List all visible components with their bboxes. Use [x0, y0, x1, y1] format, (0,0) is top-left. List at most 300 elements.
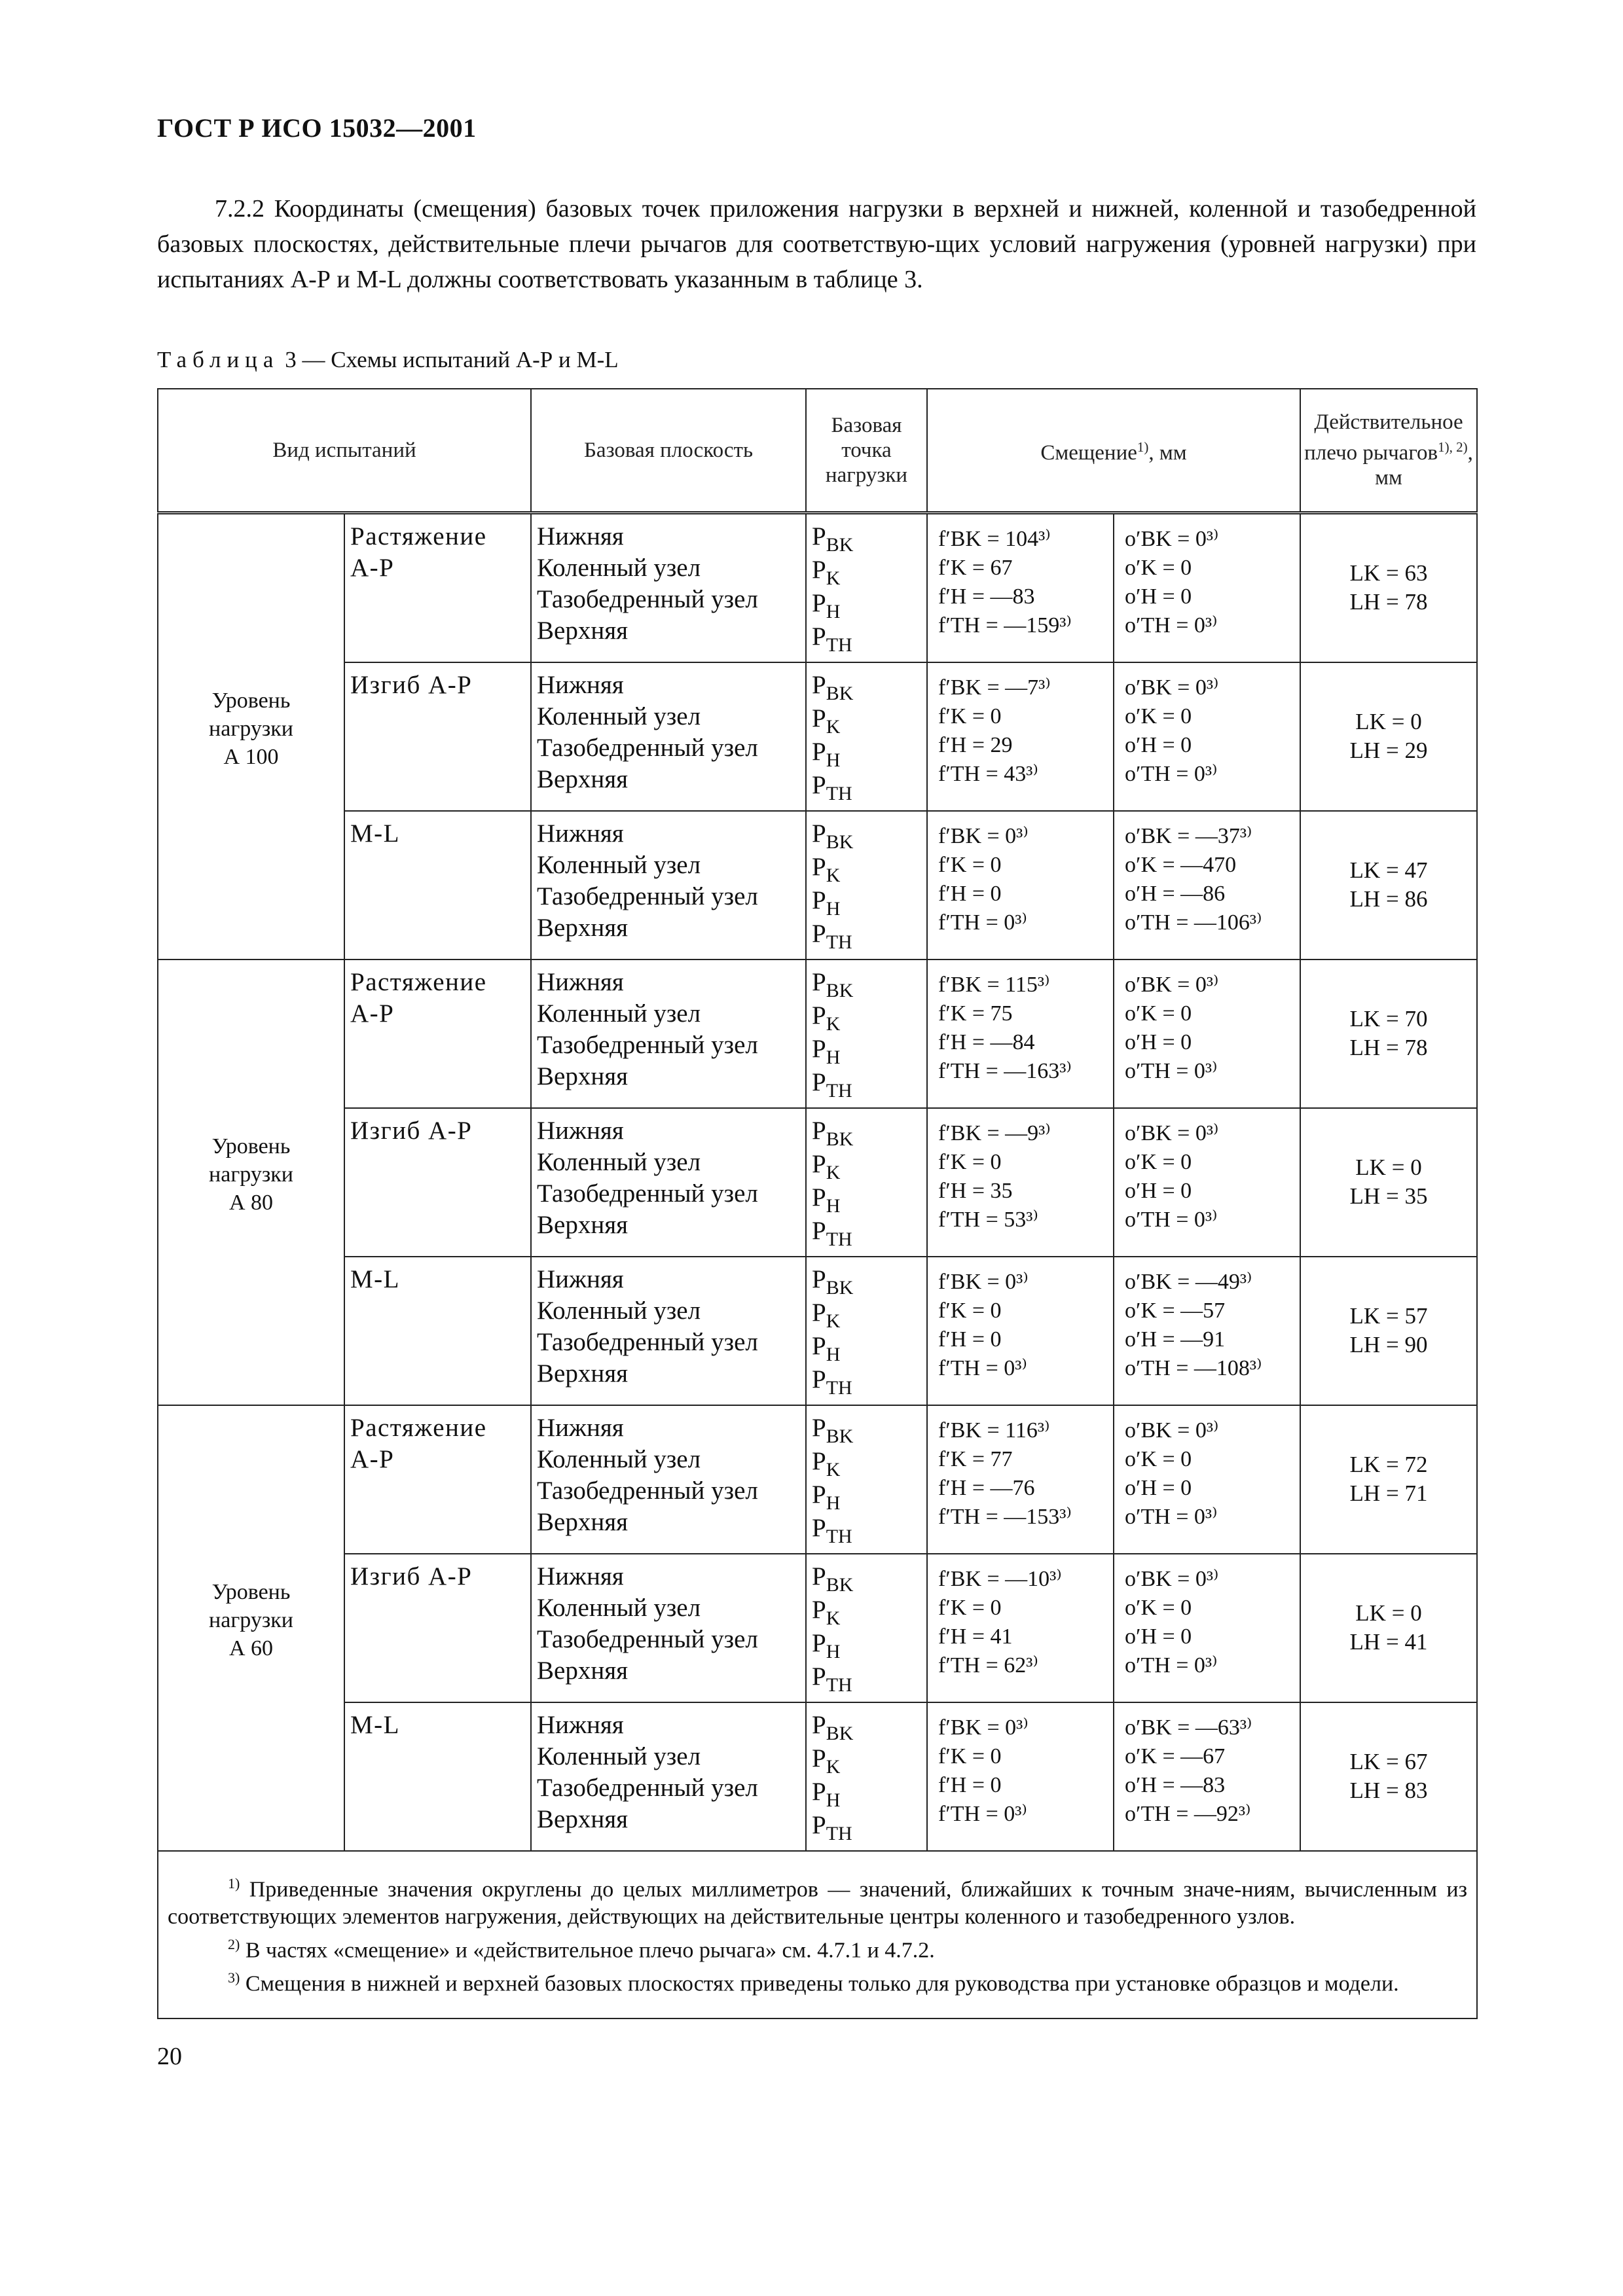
load-level-label: нагрузки [209, 1162, 293, 1187]
load-point [812, 918, 926, 952]
offset-f-value: f′H = 35 [938, 1178, 1013, 1203]
test-row [158, 1257, 1477, 1405]
base-plane-label: Нижняя [537, 1116, 624, 1145]
base-plane-label: Нижняя [537, 967, 624, 996]
load-point [812, 521, 926, 554]
offset-f-value: f′H = —76 [938, 1475, 1035, 1500]
load-level-label: А 80 [228, 1190, 274, 1215]
load-level-cell [158, 960, 344, 1405]
test-row [158, 1702, 1477, 1851]
offset-o-value: o′TH = 0³⁾ [1125, 761, 1218, 786]
offset-o-value: o′H = 0 [1125, 1475, 1192, 1500]
offset-o-value: o′TH = 0³⁾ [1125, 613, 1218, 637]
base-plane-label: Тазобедренный узел [537, 1624, 758, 1653]
page-number: 20 [157, 2043, 182, 2070]
test-type-label: Растяжение [350, 967, 487, 996]
footnote-mark: 1) [228, 1874, 240, 1892]
offset-o-value: o′K = 0 [1125, 1595, 1192, 1620]
load-point-subscript: TH [826, 1228, 852, 1250]
load-point-symbol: P [812, 1413, 826, 1442]
load-level-cell [158, 512, 344, 960]
base-plane-label: Коленный узел [537, 999, 701, 1028]
load-point-subscript: H [826, 1046, 841, 1068]
offset-o-value: o′K = 0 [1125, 1001, 1192, 1026]
load-point [812, 1561, 926, 1594]
offset-f-value: f′K = 0 [938, 704, 1002, 728]
load-point-subscript: H [826, 1789, 841, 1811]
load-point-subscript: K [826, 715, 841, 738]
offset-f-value: f′BK = 115³⁾ [938, 972, 1050, 997]
offset-f-cell [927, 512, 1114, 662]
load-point [812, 1364, 926, 1397]
test-row [158, 1554, 1477, 1702]
load-point [812, 1412, 926, 1446]
load-point-subscript: BK [826, 682, 854, 704]
base-plane-label: Нижняя [537, 819, 624, 848]
lever-arm-hip: LH = 29 [1349, 738, 1428, 764]
base-plane-label: Коленный узел [537, 553, 701, 582]
footnote-3 [168, 1964, 1467, 1998]
load-point-symbol: P [812, 1265, 826, 1293]
lever-arm-cell [1300, 1405, 1477, 1554]
load-point-symbol: P [812, 1298, 826, 1327]
offset-o-value: o′K = 0 [1125, 1149, 1192, 1174]
offset-f-value: f′BK = 0³⁾ [938, 1715, 1029, 1740]
offset-o-value: o′BK = 0³⁾ [1125, 972, 1219, 997]
offset-f-value: f′K = 0 [938, 1149, 1002, 1174]
offset-o-value: o′TH = —106³⁾ [1125, 910, 1262, 935]
offset-f-value: f′BK = —10³⁾ [938, 1566, 1062, 1591]
lever-arm-knee: LK = 72 [1349, 1452, 1428, 1478]
load-point-subscript: BK [826, 1722, 854, 1744]
load-point [812, 1264, 926, 1297]
table-caption-label: Таблица [157, 347, 280, 372]
load-point-symbol: P [812, 919, 826, 948]
offset-o-value: o′H = 0 [1125, 1624, 1192, 1649]
load-point-subscript: K [826, 1161, 841, 1183]
offset-f-value: f′TH = 43³⁾ [938, 761, 1038, 786]
base-plane-cell [531, 1257, 806, 1405]
load-point-cell [806, 1108, 927, 1257]
offset-o-value: o′K = 0 [1125, 555, 1192, 580]
load-point-subscript: H [826, 749, 841, 771]
test-type-cell [344, 1108, 531, 1257]
load-point-subscript: TH [826, 1079, 852, 1102]
offset-f-value: f′H = 0 [938, 881, 1002, 906]
load-point [812, 1297, 926, 1331]
offset-f-value: f′BK = —9³⁾ [938, 1121, 1051, 1145]
load-level-label: Уровень [211, 1134, 291, 1158]
test-row [158, 512, 1477, 662]
load-point [812, 670, 926, 703]
lever-arm-cell [1300, 811, 1477, 960]
offset-o-value: o′H = 0 [1125, 732, 1192, 757]
lever-arm-knee: LK = 0 [1355, 1155, 1422, 1181]
load-point [812, 967, 926, 1000]
load-point [812, 1594, 926, 1628]
load-level-label: Уровень [211, 1579, 291, 1604]
offset-o-cell [1114, 1257, 1300, 1405]
load-point-symbol: P [812, 1710, 826, 1739]
load-point-subscript: TH [826, 931, 852, 953]
base-plane-label: Коленный узел [537, 1742, 701, 1770]
load-point-symbol: P [812, 1810, 826, 1839]
offset-o-value: o′BK = —49³⁾ [1125, 1269, 1252, 1294]
load-point-subscript: BK [826, 1128, 854, 1150]
lever-arm-cell [1300, 662, 1477, 811]
load-point [812, 1743, 926, 1776]
load-point-symbol: P [812, 555, 826, 584]
base-plane-label: Верхняя [537, 1656, 629, 1685]
schemes-table [157, 388, 1478, 2019]
base-plane-cell [531, 1108, 806, 1257]
load-point-subscript: H [826, 1640, 841, 1662]
load-point-subscript: TH [826, 1674, 852, 1696]
load-point-cell [806, 1405, 927, 1554]
load-point [812, 1628, 926, 1661]
load-point-subscript: H [826, 1343, 841, 1365]
lever-arm-knee: LK = 67 [1349, 1749, 1428, 1775]
offset-f-cell [927, 1108, 1114, 1257]
load-point-symbol: P [812, 1183, 826, 1211]
lever-arm-knee: LK = 0 [1355, 709, 1422, 735]
load-point-subscript: K [826, 567, 841, 589]
offset-f-value: f′BK = 0³⁾ [938, 823, 1029, 848]
load-point-cell [806, 1257, 927, 1405]
offset-f-value: f′H = 0 [938, 1327, 1002, 1352]
test-row [158, 811, 1477, 960]
load-point-symbol: P [812, 886, 826, 914]
load-point-symbol: P [812, 1562, 826, 1590]
base-plane-label: Тазобедренный узел [537, 733, 758, 762]
base-plane-cell [531, 662, 806, 811]
load-point [812, 703, 926, 736]
offset-o-value: o′K = —470 [1125, 852, 1237, 877]
load-point-subscript: H [826, 1492, 841, 1514]
base-plane-label: Верхняя [537, 1507, 629, 1536]
base-plane-label: Верхняя [537, 913, 629, 942]
header-offset-sup: 1) [1137, 439, 1149, 456]
lever-arm-hip: LH = 71 [1349, 1480, 1428, 1507]
load-point [812, 554, 926, 588]
lever-arm-hip: LH = 41 [1349, 1629, 1428, 1655]
offset-o-value: o′H = 0 [1125, 584, 1192, 609]
test-type-cell [344, 1405, 531, 1554]
load-point [812, 1331, 926, 1364]
lever-arm-hip: LH = 78 [1349, 1035, 1428, 1061]
offset-o-cell [1114, 512, 1300, 662]
offset-o-value: o′TH = —92³⁾ [1125, 1801, 1251, 1826]
offset-f-value: f′H = 41 [938, 1624, 1013, 1649]
load-point [812, 1661, 926, 1695]
base-plane-label: Коленный узел [537, 1296, 701, 1325]
offset-o-cell [1114, 1702, 1300, 1851]
footnote-text: В частях «смещение» и «действительное плечо рычага» см. 4.7.1 и 4.7.2. [245, 1938, 935, 1963]
offset-o-value: o′TH = —108³⁾ [1125, 1355, 1262, 1380]
lever-arm-cell [1300, 1257, 1477, 1405]
load-point [812, 1776, 926, 1810]
load-point-subscript: BK [826, 1276, 854, 1299]
test-type-cell [344, 1702, 531, 1851]
lever-arm-cell [1300, 1702, 1477, 1851]
offset-f-cell [927, 960, 1114, 1108]
load-point [812, 588, 926, 621]
offset-f-value: f′K = 0 [938, 1744, 1002, 1768]
load-point [812, 852, 926, 885]
base-plane-label: Нижняя [537, 1413, 624, 1442]
test-type-label: Изгиб А-Р [350, 670, 473, 699]
offset-f-value: f′BK = 0³⁾ [938, 1269, 1029, 1294]
load-point-symbol: P [812, 1662, 826, 1691]
test-row [158, 662, 1477, 811]
base-plane-label: Тазобедренный узел [537, 1327, 758, 1356]
offset-o-value: o′BK = 0³⁾ [1125, 1418, 1219, 1443]
header-lever [1300, 389, 1477, 512]
footnote-mark: 2) [228, 1935, 240, 1952]
offset-o-value: o′K = —57 [1125, 1298, 1226, 1323]
offset-f-value: f′BK = 104³⁾ [938, 526, 1051, 551]
load-point-subscript: K [826, 1013, 841, 1035]
header-offset-unit: , мм [1148, 441, 1187, 465]
offset-f-value: f′TH = 62³⁾ [938, 1653, 1038, 1677]
load-point-subscript: H [826, 600, 841, 622]
offset-f-value: f′H = —84 [938, 1030, 1035, 1054]
test-type-label: M-L [350, 819, 400, 848]
load-point-symbol: P [812, 622, 826, 651]
offset-f-cell [927, 1554, 1114, 1702]
test-type-cell [344, 662, 531, 811]
load-point-subscript: TH [826, 634, 852, 656]
offset-o-cell [1114, 1405, 1300, 1554]
load-point-subscript: K [826, 1458, 841, 1480]
lever-arm-cell [1300, 960, 1477, 1108]
load-point [812, 770, 926, 803]
base-plane-cell [531, 1702, 806, 1851]
load-point-symbol: P [812, 1067, 826, 1096]
load-level-label: Уровень [211, 688, 291, 713]
header-lever-label: Действительное плечо рычагов [1304, 410, 1463, 465]
load-point [812, 1182, 926, 1215]
load-point [812, 1446, 926, 1479]
offset-o-value: o′BK = 0³⁾ [1125, 1566, 1219, 1591]
load-point [812, 885, 926, 918]
load-point-symbol: P [812, 670, 826, 699]
offset-f-value: f′K = 67 [938, 555, 1013, 580]
lever-arm-hip: LH = 35 [1349, 1183, 1428, 1210]
offset-o-cell [1114, 662, 1300, 811]
offset-o-value: o′H = —86 [1125, 881, 1226, 906]
load-point-subscript: K [826, 1310, 841, 1332]
offset-o-value: o′K = 0 [1125, 704, 1192, 728]
lever-arm-knee: LK = 47 [1349, 857, 1428, 884]
load-point-cell [806, 1554, 927, 1702]
lever-arm-hip: LH = 86 [1349, 886, 1428, 912]
base-plane-cell [531, 960, 806, 1108]
base-plane-label: Тазобедренный узел [537, 1476, 758, 1505]
base-plane-label: Коленный узел [537, 1147, 701, 1176]
base-plane-cell [531, 811, 806, 960]
load-point-cell [806, 512, 927, 662]
offset-o-value: o′H = —91 [1125, 1327, 1226, 1352]
load-point-symbol: P [812, 1216, 826, 1245]
table-caption-title: 3 — Схемы испытаний А-Р и M-L [285, 347, 619, 372]
load-point-subscript: BK [826, 533, 854, 556]
base-plane-label: Нижняя [537, 1265, 624, 1293]
load-point-subscript: K [826, 1755, 841, 1778]
base-plane-label: Нижняя [537, 1710, 624, 1739]
load-point-cell [806, 1702, 927, 1851]
lever-arm-knee: LK = 63 [1349, 560, 1428, 586]
offset-o-value: o′BK = —63³⁾ [1125, 1715, 1252, 1740]
test-type-label: Изгиб А-Р [350, 1116, 473, 1145]
offset-f-value: f′TH = —163³⁾ [938, 1058, 1072, 1083]
header-test-type: Вид испытаний [158, 389, 531, 512]
base-plane-cell [531, 1554, 806, 1702]
load-point-symbol: P [812, 588, 826, 617]
load-point-symbol: P [812, 770, 826, 799]
offset-o-cell [1114, 1554, 1300, 1702]
load-point [812, 1067, 926, 1100]
load-point-symbol: P [812, 1116, 826, 1145]
lever-arm-hip: LH = 90 [1349, 1332, 1428, 1358]
load-point-symbol: P [812, 1365, 826, 1393]
test-type-label: M-L [350, 1710, 400, 1739]
offset-o-cell [1114, 1108, 1300, 1257]
base-plane-label: Нижняя [537, 522, 624, 550]
offset-o-value: o′K = 0 [1125, 1446, 1192, 1471]
base-plane-label: Верхняя [537, 1210, 629, 1239]
load-point-subscript: TH [826, 1822, 852, 1844]
footnote-text: Смещения в нижней и верхней базовых плоскостях приведены только для руководства при установке образцов и модели. [245, 1971, 1399, 1996]
intro-paragraph: 7.2.2 Координаты (смещения) базовых точек приложения нагрузки в верхней и нижней, коленной и тазобедренной базовых плоскостях, действительные плечи рычагов для соответствую-щих условий нагружения (уровней нагрузки) при испытаниях А-Р и M-L должны соответствовать указанным в таблице 3. [157, 195, 1476, 293]
test-type-label: Растяжение [350, 1413, 487, 1442]
offset-o-value: o′BK = —37³⁾ [1125, 823, 1252, 848]
base-plane-label: Коленный узел [537, 850, 701, 879]
offset-f-cell [927, 662, 1114, 811]
offset-f-value: f′K = 77 [938, 1446, 1013, 1471]
offset-f-value: f′K = 75 [938, 1001, 1013, 1026]
base-plane-label: Верхняя [537, 764, 629, 793]
load-point [812, 1115, 926, 1149]
header-offset [927, 389, 1300, 512]
offset-f-value: f′TH = 53³⁾ [938, 1207, 1038, 1232]
offset-f-value: f′TH = 0³⁾ [938, 910, 1027, 935]
header-lever-unit: , мм [1375, 441, 1473, 490]
footnote-text: Приведенные значения округлены до целых миллиметров — значений, ближайших к точным значе-ниям, вычисленным из соответствующих элементов нагружения, действующих на действительные центры коленного и тазобедренного узлов. [168, 1876, 1467, 1929]
load-point-cell [806, 960, 927, 1108]
base-plane-cell [531, 512, 806, 662]
test-type-cell [344, 512, 531, 662]
load-point-symbol: P [812, 1513, 826, 1542]
load-point-subscript: BK [826, 831, 854, 853]
offset-o-cell [1114, 960, 1300, 1108]
lever-arm-cell [1300, 1554, 1477, 1702]
load-point-symbol: P [812, 1744, 826, 1772]
load-point-symbol: P [812, 1446, 826, 1475]
offset-f-value: f′H = 29 [938, 732, 1013, 757]
load-point-cell [806, 811, 927, 960]
table-body [158, 512, 1477, 1850]
offset-o-value: o′TH = 0³⁾ [1125, 1653, 1218, 1677]
load-point-symbol: P [812, 1480, 826, 1509]
test-type-label: M-L [350, 1265, 400, 1293]
load-point-symbol: P [812, 1001, 826, 1030]
offset-f-value: f′TH = —153³⁾ [938, 1504, 1072, 1529]
load-point [812, 818, 926, 852]
base-plane-label: Тазобедренный узел [537, 882, 758, 910]
offset-o-value: o′K = —67 [1125, 1744, 1226, 1768]
base-plane-label: Тазобедренный узел [537, 584, 758, 613]
lever-arm-hip: LH = 83 [1349, 1778, 1428, 1804]
base-plane-label: Нижняя [537, 1562, 624, 1590]
offset-o-value: o′H = 0 [1125, 1178, 1192, 1203]
load-point-subscript: K [826, 864, 841, 886]
footnotes [158, 1851, 1477, 2018]
header-lever-sup: 1), 2) [1438, 439, 1468, 456]
load-point-symbol: P [812, 852, 826, 881]
load-point-cell [806, 662, 927, 811]
footnote-mark: 3) [228, 1969, 240, 1986]
offset-f-value: f′TH = —159³⁾ [938, 613, 1072, 637]
offset-f-value: f′K = 0 [938, 1595, 1002, 1620]
offset-f-cell [927, 1405, 1114, 1554]
load-point-symbol: P [812, 1149, 826, 1178]
offset-o-value: o′TH = 0³⁾ [1125, 1058, 1218, 1083]
offset-f-value: f′BK = 116³⁾ [938, 1418, 1050, 1443]
load-level-label: А 60 [228, 1636, 274, 1660]
test-type-cell [344, 1257, 531, 1405]
test-row [158, 1108, 1477, 1257]
base-plane-label: Коленный узел [537, 1444, 701, 1473]
load-point-symbol: P [812, 1034, 826, 1063]
load-point-subscript: TH [826, 1376, 852, 1399]
test-type-label: Изгиб А-Р [350, 1562, 473, 1590]
header-point: Базовая точка нагрузки [806, 389, 927, 512]
load-level-label: нагрузки [209, 1607, 293, 1632]
offset-f-value: f′K = 0 [938, 852, 1002, 877]
test-type-label: Растяжение [350, 522, 487, 550]
load-level-label: А 100 [223, 744, 279, 769]
base-plane-label: Верхняя [537, 1062, 629, 1090]
base-plane-label: Коленный узел [537, 1593, 701, 1622]
load-point-symbol: P [812, 819, 826, 848]
lever-arm-cell [1300, 512, 1477, 662]
load-point [812, 621, 926, 655]
offset-f-value: f′TH = 0³⁾ [938, 1355, 1027, 1380]
test-row [158, 960, 1477, 1108]
offset-o-value: o′H = —83 [1125, 1772, 1226, 1797]
load-point-subscript: BK [826, 1425, 854, 1447]
offset-f-value: f′BK = —7³⁾ [938, 675, 1051, 700]
offset-f-cell [927, 1257, 1114, 1405]
load-point-symbol: P [812, 704, 826, 732]
test-type-cell [344, 811, 531, 960]
offset-f-cell [927, 1702, 1114, 1851]
test-type-cell [344, 1554, 531, 1702]
load-point-subscript: BK [826, 979, 854, 1001]
base-plane-label: Верхняя [537, 1804, 629, 1833]
test-type-label: А-Р [350, 999, 395, 1028]
offset-o-value: o′TH = 0³⁾ [1125, 1504, 1218, 1529]
load-point [812, 736, 926, 770]
test-type-label: А-Р [350, 553, 395, 582]
base-plane-label: Коленный узел [537, 702, 701, 730]
load-point-symbol: P [812, 1777, 826, 1806]
document-code: ГОСТ Р ИСО 15032—2001 [157, 113, 477, 143]
test-row [158, 1405, 1477, 1554]
load-point [812, 1149, 926, 1182]
lever-arm-cell [1300, 1108, 1477, 1257]
